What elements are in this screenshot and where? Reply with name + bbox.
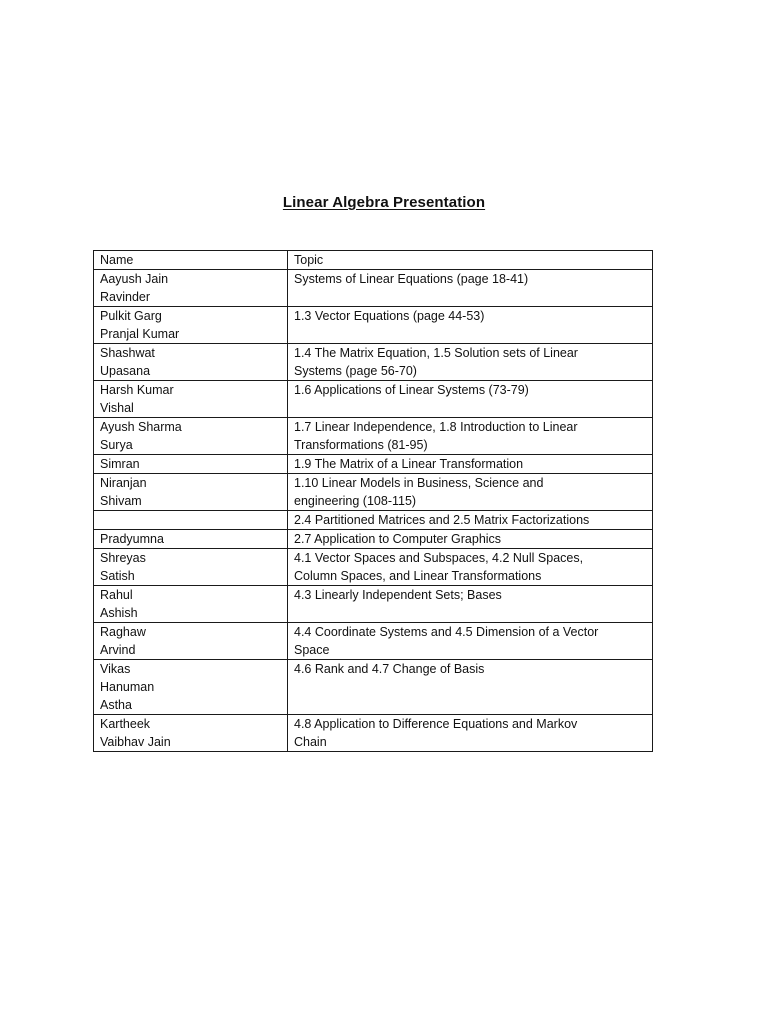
student-name: Ashish	[100, 606, 138, 620]
topic-cell	[288, 381, 653, 418]
name-cell	[94, 623, 288, 660]
name-cell	[94, 270, 288, 307]
table-row	[94, 344, 653, 381]
topic-text: 1.6 Applications of Linear Systems (73-79)	[294, 383, 529, 397]
name-cell	[94, 511, 288, 530]
table-row	[94, 660, 653, 715]
topic-cell	[288, 586, 653, 623]
topic-text: 1.4 The Matrix Equation, 1.5 Solution sets of Linear	[294, 346, 578, 360]
student-name: Satish	[100, 569, 135, 583]
topic-cell	[288, 344, 653, 381]
topic-text: 1.10 Linear Models in Business, Science and	[294, 476, 544, 490]
topic-cell	[288, 418, 653, 455]
table-row	[94, 270, 653, 307]
topic-cell	[288, 623, 653, 660]
name-cell	[94, 307, 288, 344]
name-cell	[94, 660, 288, 715]
table-row	[94, 715, 653, 752]
student-name: Shivam	[100, 494, 142, 508]
student-name: Aayush Jain	[100, 272, 169, 286]
table-row	[94, 586, 653, 623]
topic-cell	[288, 511, 653, 530]
student-name: Pradyumna	[100, 532, 164, 546]
student-name: Vaibhav Jain	[100, 735, 171, 749]
table-row	[94, 455, 653, 474]
student-name: Rahul	[100, 588, 133, 602]
table-row	[94, 474, 653, 511]
document-title: Linear Algebra Presentation	[282, 194, 486, 211]
student-name	[100, 511, 281, 529]
student-name: Shreyas	[100, 551, 146, 565]
topic-text: 4.4 Coordinate Systems and 4.5 Dimension of a Vector	[294, 625, 599, 639]
student-name: Kartheek	[100, 717, 151, 731]
topic-cell	[288, 549, 653, 586]
table-row	[94, 381, 653, 418]
table-row	[94, 623, 653, 660]
topic-cell	[288, 307, 653, 344]
topic-text: 2.7 Application to Computer Graphics	[294, 532, 502, 546]
presentation-table	[93, 250, 653, 752]
name-cell	[94, 586, 288, 623]
name-cell	[94, 455, 288, 474]
table-row	[94, 511, 653, 530]
name-cell	[94, 474, 288, 511]
student-name: Upasana	[100, 364, 151, 378]
student-name: Astha	[100, 698, 132, 712]
student-name: Ayush Sharma	[100, 420, 182, 434]
name-cell	[94, 530, 288, 549]
student-name: Niranjan	[100, 476, 147, 490]
topic-cell	[288, 270, 653, 307]
name-cell	[94, 344, 288, 381]
topic-text: engineering (108-115)	[294, 494, 417, 508]
topic-text: Chain	[294, 735, 327, 749]
student-name: Raghaw	[100, 625, 146, 639]
topic-cell	[288, 474, 653, 511]
table-row	[94, 530, 653, 549]
topic-text: 1.9 The Matrix of a Linear Transformation	[294, 457, 524, 471]
student-name: Vishal	[100, 401, 134, 415]
table-header-row	[94, 251, 653, 270]
topic-cell	[288, 530, 653, 549]
student-name: Simran	[100, 457, 140, 471]
header-name-cell	[94, 251, 288, 270]
name-cell	[94, 549, 288, 586]
header-topic: Topic	[294, 253, 324, 267]
student-name: Vikas	[100, 662, 131, 676]
table-row	[94, 418, 653, 455]
student-name: Ravinder	[100, 290, 151, 304]
topic-text: Column Spaces, and Linear Transformations	[294, 569, 542, 583]
topic-cell	[288, 455, 653, 474]
topic-text: 2.4 Partitioned Matrices and 2.5 Matrix Factorizations	[294, 513, 590, 527]
header-topic-cell	[288, 251, 653, 270]
name-cell	[94, 418, 288, 455]
table-row	[94, 549, 653, 586]
student-name: Hanuman	[100, 680, 155, 694]
topic-text: 4.1 Vector Spaces and Subspaces, 4.2 Null Spaces,	[294, 551, 584, 565]
student-name: Pulkit Garg	[100, 309, 162, 323]
student-name: Shashwat	[100, 346, 155, 360]
topic-text: Transformations (81-95)	[294, 438, 428, 452]
topic-text: 1.7 Linear Independence, 1.8 Introduction to Linear	[294, 420, 578, 434]
topic-text: Systems of Linear Equations (page 18-41)	[294, 272, 529, 286]
topic-cell	[288, 660, 653, 715]
topic-text: Systems (page 56-70)	[294, 364, 417, 378]
topic-text: 4.8 Application to Difference Equations and Markov	[294, 717, 578, 731]
student-name: Surya	[100, 438, 133, 452]
topic-text: 4.3 Linearly Independent Sets; Bases	[294, 588, 502, 602]
student-name: Harsh Kumar	[100, 383, 174, 397]
topic-cell	[288, 715, 653, 752]
topic-text: Space	[294, 643, 330, 657]
table-body	[94, 251, 653, 752]
table-row	[94, 307, 653, 344]
name-cell	[94, 381, 288, 418]
topic-text: 1.3 Vector Equations (page 44-53)	[294, 309, 485, 323]
student-name: Pranjal Kumar	[100, 327, 180, 341]
name-cell	[94, 715, 288, 752]
header-name: Name	[100, 253, 134, 267]
student-name: Arvind	[100, 643, 136, 657]
topic-text: 4.6 Rank and 4.7 Change of Basis	[294, 662, 485, 676]
